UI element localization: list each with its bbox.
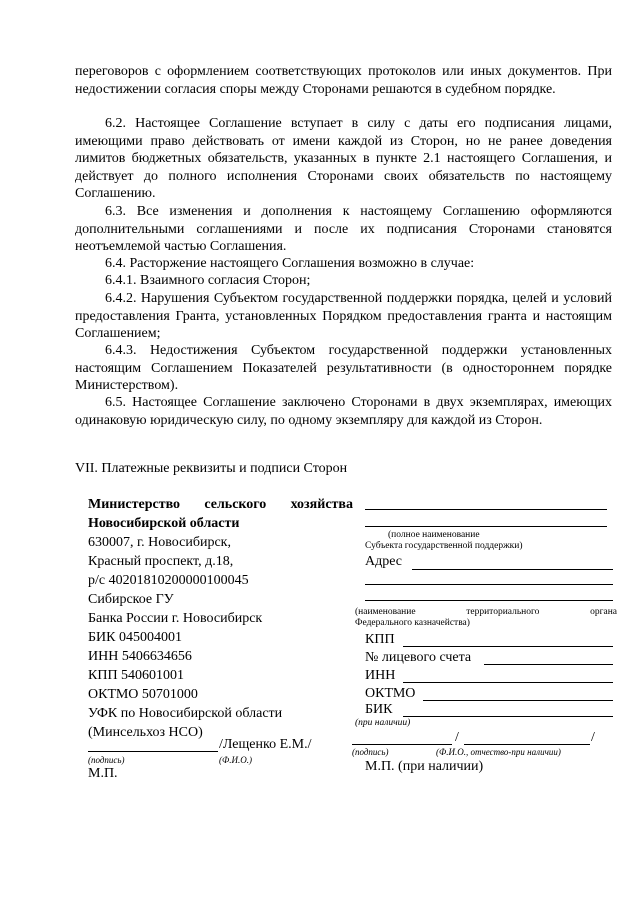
paragraph-6-4-1: 6.4.1. Взаимного согласия Сторон; — [105, 273, 311, 288]
ministry-detail: 630007, г. Новосибирск, — [88, 535, 231, 550]
recipient-kpp-line — [403, 646, 613, 647]
recipient-bik-line — [403, 716, 613, 717]
recipient-fio-caption: (Ф.И.О., отчество-при наличии) — [436, 747, 561, 757]
recipient-signature-line — [352, 744, 452, 745]
ministry-name-line1: Министерство сельского хозяйства — [88, 497, 353, 512]
recipient-fio-line — [464, 744, 590, 745]
recipient-treasury-caption-1: (наименование территориального органа — [355, 607, 617, 617]
paragraph-6-4-3: 6.4.3. Недостижения Субъектом государственной поддержки установленных настоящим Соглашением Показателей результативности (в одностороннем порядке Министерством). — [75, 343, 612, 393]
recipient-name-caption-1: (полное наименование — [388, 530, 480, 540]
paragraph-6-3: 6.3. Все изменения и дополнения к настоящему Соглашению оформляются дополнительными соглашениями и после их подписания Сторонами становятся неотъемлемой частью Соглашения. — [75, 204, 612, 254]
ministry-fio-caption: (Ф.И.О.) — [219, 755, 252, 765]
ministry-detail: (Минсельхоз НСО) — [88, 725, 203, 740]
paragraph-6-5: 6.5. Настоящее Соглашение заключено Сторонами в двух экземплярах, имеющих одинаковую юридическую силу, по одному экземпляру для каждой из Сторон. — [75, 395, 612, 428]
ministry-signature-line — [88, 751, 218, 752]
ministry-detail: БИК 045004001 — [88, 630, 182, 645]
paragraph-6-4-2: 6.4.2. Нарушения Субъектом государственной поддержки порядка, целей и условий предоставления Гранта, установленных Порядком предоставления гранта и настоящим Соглашением; — [75, 291, 612, 341]
ministry-signature-caption: (подпись) — [88, 755, 125, 765]
recipient-account-label: № лицевого счета — [365, 650, 472, 665]
ministry-detail: Красный проспект, д.18, — [88, 554, 234, 569]
recipient-if-any-caption: (при наличии) — [355, 718, 411, 728]
recipient-kpp-label: КПП — [365, 632, 395, 647]
paragraph-6-2: 6.2. Настоящее Соглашение вступает в силу с даты его подписания лицами, имеющими право действовать от имени каждой из Сторон, но не ранее доведения лимитов бюджетных обязательств, указанных в пункте 2.1 настоящего Соглашения, и действует до полного исполнения Сторонами своих обязательств по настоящему Соглашению. — [75, 116, 612, 201]
ministry-detail: р/с 40201810200000100045 — [88, 573, 249, 588]
recipient-name-line-2 — [365, 526, 607, 527]
ministry-detail: Сибирское ГУ — [88, 592, 174, 607]
ministry-detail: ОКТМО 50701000 — [88, 687, 198, 702]
recipient-stamp: М.П. (при наличии) — [365, 759, 484, 774]
section-heading: VII. Платежные реквизиты и подписи Сторон — [75, 461, 348, 476]
recipient-treasury-caption-2: Федерального казначейства) — [355, 618, 470, 628]
recipient-inn-label: ИНН — [365, 668, 396, 683]
ministry-detail: КПП 540601001 — [88, 668, 185, 683]
recipient-address-label: Адрес — [365, 554, 403, 569]
ministry-detail: ИНН 5406634656 — [88, 649, 192, 664]
recipient-signature-caption: (подпись) — [352, 747, 389, 757]
paragraph-6-4: 6.4. Расторжение настоящего Соглашения возможно в случае: — [105, 256, 475, 271]
ministry-detail: УФК по Новосибирской области — [88, 706, 283, 721]
paragraph-intro: переговоров с оформлением соответствующих протоколов или иных документов. При недостижении согласия споры между Сторонами решаются в судебном порядке. — [75, 64, 612, 97]
recipient-account-line — [484, 664, 613, 665]
ministry-name-line2: Новосибирской области — [88, 516, 240, 531]
recipient-bik-label: БИК — [365, 702, 393, 717]
recipient-inn-line — [403, 682, 613, 683]
recipient-slash-2: / — [591, 730, 595, 745]
ministry-stamp: М.П. — [88, 766, 118, 781]
recipient-name-caption-2: Субъекта государственной поддержки) — [365, 541, 523, 551]
recipient-slash-1: / — [455, 730, 459, 745]
ministry-signature-name: /Лещенко Е.М./ — [219, 737, 312, 752]
recipient-treasury-line — [365, 600, 613, 601]
ministry-block — [88, 495, 353, 742]
recipient-oktmo-line — [423, 700, 613, 701]
recipient-address-line-1 — [412, 569, 613, 570]
ministry-detail: Банка России г. Новосибирск — [88, 611, 263, 626]
recipient-oktmo-label: ОКТМО — [365, 686, 416, 701]
recipient-address-line-2 — [365, 584, 613, 585]
recipient-name-line-1 — [365, 509, 607, 510]
